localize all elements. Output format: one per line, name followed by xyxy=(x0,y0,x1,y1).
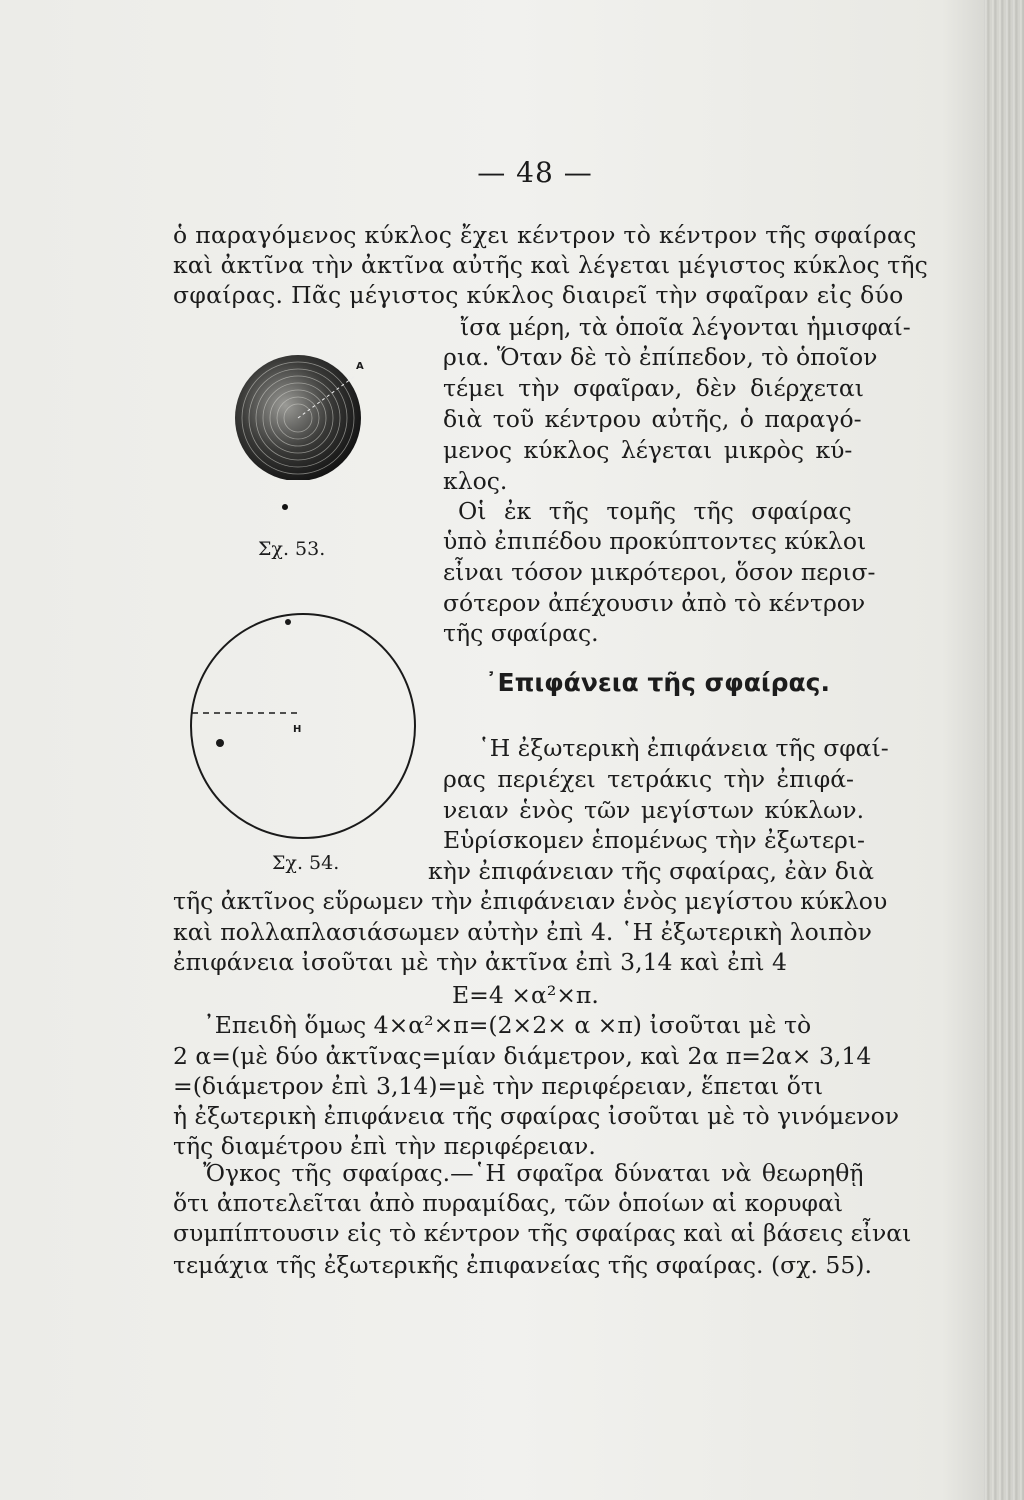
figure-53-sphere xyxy=(218,350,378,480)
text-line: ᾿Επειδὴ ὅμως 4×α²×π=(2×2× α ×π) ἰσοῦται μὲ τὸ xyxy=(203,1011,812,1039)
text-line: ὑπὸ ἐπιπέδου προκύπτοντες κύκλοι xyxy=(443,527,867,555)
text-line: ῾Η ἐξωτερικὴ ἐπιφάνεια τῆς σφαί- xyxy=(478,734,889,762)
figure-54-center-label: Η xyxy=(293,724,302,735)
figure-54-caption: Σχ. 54. xyxy=(272,852,340,874)
text-line: διὰ τοῦ κέντρου αὐτῆς, ὁ παραγό- xyxy=(443,405,862,433)
text-line: ὁ παραγόμενος κύκλος ἔχει κέντρον τὸ κέντρον τῆς σφαίρας xyxy=(173,221,917,249)
text-line: ρια. Ὅταν δὲ τὸ ἐπίπεδον, τὸ ὁποῖον xyxy=(443,343,878,371)
text-line: ρας περιέχει τετράκις τὴν ἐπιφά- xyxy=(443,765,855,793)
text-line: =(διάμετρον ἐπὶ 3,14)=μὲ τὴν περιφέρειαν, ἕπεται ὅτι xyxy=(173,1072,824,1100)
text-line: ἴσα μέρη, τὰ ὁποῖα λέγονται ἡμισφαί- xyxy=(460,313,911,341)
text-line: ὅτι ἀποτελεῖται ἀπὸ πυραμίδας, τῶν ὁποίων αἱ κορυφαὶ xyxy=(173,1189,844,1217)
text-line: καὶ ἀκτῖνα τὴν ἀκτῖνα αὐτῆς καὶ λέγεται μέγιστος κύκλος τῆς xyxy=(173,251,928,279)
text-line: συμπίπτουσιν εἰς τὸ κέντρον τῆς σφαίρας καὶ αἱ βάσεις εἶναι xyxy=(173,1219,912,1247)
formula: Ε=4 ×α²×π. xyxy=(452,981,599,1009)
text-line: ἡ ἐξωτερικὴ ἐπιφάνεια τῆς σφαίρας ἰσοῦται μὲ τὸ γινόμενον xyxy=(173,1102,899,1130)
text-line: τέμει τὴν σφαῖραν, δὲν διέρχεται xyxy=(443,374,864,402)
text-line: Ὄγκος τῆς σφαίρας.—῾Η σφαῖρα δύναται νὰ θεωρηθῇ xyxy=(203,1159,864,1187)
text-line: σότερον ἀπέχουσιν ἀπὸ τὸ κέντρον xyxy=(443,589,866,617)
text-line: τῆς σφαίρας. xyxy=(443,619,599,647)
text-line: Εὑρίσκομεν ἑπομένως τὴν ἐξωτερι- xyxy=(443,826,865,854)
figure-53-dot xyxy=(282,504,288,510)
page-spine-edge xyxy=(984,0,1024,1500)
text-line: κλος. xyxy=(443,467,508,495)
figure-54-circle xyxy=(183,612,423,852)
text-line: Οἱ ἐκ τῆς τομῆς τῆς σφαίρας xyxy=(458,497,852,525)
figure-53-caption: Σχ. 53. xyxy=(258,538,326,560)
text-line: νειαν ἑνὸς τῶν μεγίστων κύκλων. xyxy=(443,796,865,824)
text-line: τῆς ἀκτῖνος εὕρωμεν τὴν ἐπιφάνειαν ἑνὸς μεγίστου κύκλου xyxy=(173,887,888,915)
page-number: — 48 — xyxy=(477,156,593,189)
text-line: τῆς διαμέτρου ἐπὶ τὴν περιφέρειαν. xyxy=(173,1132,596,1160)
text-line: τεμάχια τῆς ἐξωτερικῆς ἐπιφανείας τῆς σφαίρας. (σχ. 55). xyxy=(173,1251,872,1279)
text-line: κὴν ἐπιφάνειαν τῆς σφαίρας, ἐὰν διὰ xyxy=(428,857,874,885)
section-heading: ᾿Επιφάνεια τῆς σφαίρας. xyxy=(485,668,830,697)
text-line: μενος κύκλος λέγεται μικρὸς κύ- xyxy=(443,436,853,464)
text-line: σφαίρας. Πᾶς μέγιστος κύκλος διαιρεῖ τὴν σφαῖραν εἰς δύο xyxy=(173,281,904,309)
text-line: καὶ πολλαπλασιάσωμεν αὐτὴν ἐπὶ 4. ῾Η ἐξωτερικὴ λοιπὸν xyxy=(173,918,872,946)
text-line: ἐπιφάνεια ἰσοῦται μὲ τὴν ἀκτῖνα ἐπὶ 3,14 καὶ ἐπὶ 4 xyxy=(173,948,787,976)
text-line: εἶναι τόσον μικρότεροι, ὅσον περισ- xyxy=(443,558,876,586)
text-line: 2 α=(μὲ δύο ἀκτῖνας=μίαν διάμετρον, καὶ 2α π=2α× 3,14 xyxy=(173,1042,872,1070)
figure-53-point-label: Α xyxy=(356,361,364,372)
